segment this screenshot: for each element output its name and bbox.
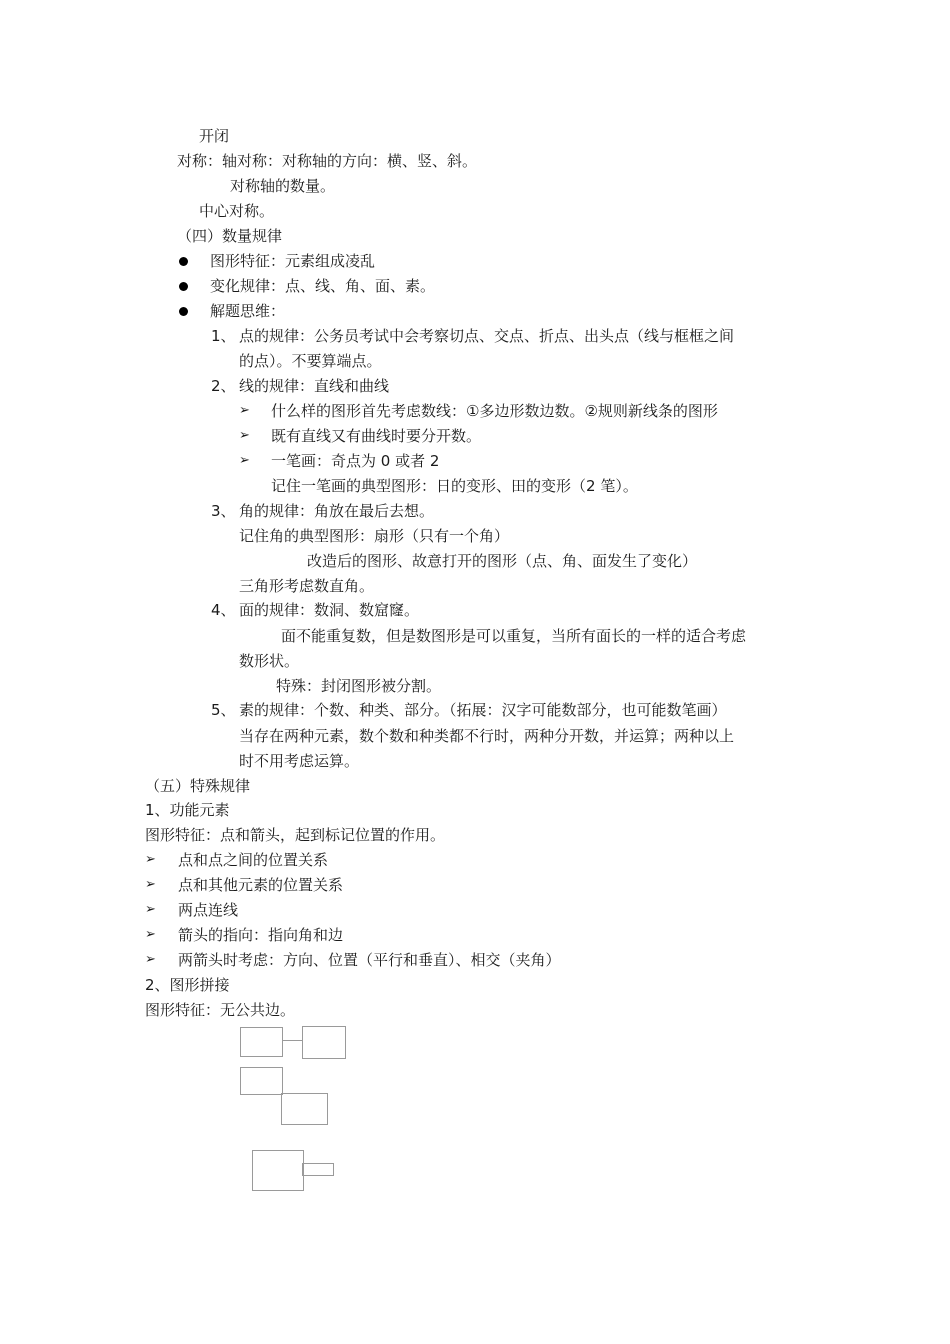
arrow-bullet-icon: ➢ bbox=[239, 403, 250, 418]
arrow-bullet-icon: ➢ bbox=[145, 852, 156, 867]
diagram-box bbox=[302, 1163, 334, 1176]
text-line: 线的规律：直线和曲线 bbox=[239, 377, 390, 395]
text-line: 图形特征：元素组成凌乱 bbox=[210, 252, 376, 270]
section-heading: （五）特殊规律 bbox=[145, 777, 251, 795]
arrow-bullet-icon: ➢ bbox=[145, 877, 156, 892]
text-line: 图形特征：无公共边。 bbox=[145, 1001, 296, 1019]
diagram-box bbox=[240, 1067, 283, 1095]
bullet-icon bbox=[179, 257, 188, 266]
text-line: 角的规律：角放在最后去想。 bbox=[239, 502, 435, 520]
text-line: 对称轴的数量。 bbox=[230, 177, 336, 195]
text-line: 记住一笔画的典型图形：日的变形、田的变形（2 笔）。 bbox=[271, 477, 638, 495]
text-line: 特殊：封闭图形被分割。 bbox=[276, 677, 442, 695]
subsection-heading: 2、图形拼接 bbox=[145, 976, 230, 994]
text-line: 面不能重复数，但是数图形是可以重复，当所有面长的一样的适合考虑 bbox=[281, 627, 747, 645]
bullet-icon bbox=[179, 282, 188, 291]
list-number: 3、 bbox=[211, 502, 236, 520]
diagram-connector bbox=[282, 1040, 302, 1041]
text-line: 时不用考虑运算。 bbox=[239, 752, 360, 770]
arrow-bullet-icon: ➢ bbox=[145, 902, 156, 917]
text-line: 一笔画：奇点为 0 或者 2 bbox=[271, 452, 440, 470]
text-line: 面的规律：数洞、数窟窿。 bbox=[239, 601, 420, 619]
list-number: 1、 bbox=[211, 327, 236, 345]
arrow-bullet-icon: ➢ bbox=[145, 952, 156, 967]
text-line: 两箭头时考虑：方向、位置（平行和垂直）、相交（夹角） bbox=[178, 951, 561, 969]
arrow-bullet-icon: ➢ bbox=[145, 927, 156, 942]
text-line: 开闭 bbox=[199, 127, 230, 145]
text-line: 箭头的指向：指向角和边 bbox=[178, 926, 344, 944]
bullet-icon bbox=[179, 307, 188, 316]
text-line: 点和点之间的位置关系 bbox=[178, 851, 329, 869]
text-line: 对称：轴对称：对称轴的方向：横、竖、斜。 bbox=[177, 152, 478, 170]
text-line: 两点连线 bbox=[178, 901, 239, 919]
diagram-box bbox=[281, 1093, 328, 1125]
subsection-heading: 1、功能元素 bbox=[145, 801, 230, 819]
text-line: 当存在两种元素，数个数和种类都不行时，两种分开数，并运算；两种以上 bbox=[239, 727, 735, 745]
text-line: 改造后的图形、故意打开的图形（点、角、面发生了变化） bbox=[307, 552, 698, 570]
diagram-box bbox=[240, 1027, 283, 1057]
diagram-box bbox=[302, 1026, 346, 1059]
list-number: 5、 bbox=[211, 701, 236, 719]
text-line: 素的规律：个数、种类、部分。（拓展：汉字可能数部分，也可能数笔画） bbox=[239, 701, 727, 719]
text-line: 解题思维： bbox=[210, 302, 286, 320]
list-number: 2、 bbox=[211, 377, 236, 395]
text-line: 什么样的图形首先考虑数线：①多边形数边数。②规则新线条的图形 bbox=[271, 402, 718, 420]
text-line: 三角形考虑数直角。 bbox=[239, 577, 375, 595]
diagram-box bbox=[252, 1150, 304, 1191]
section-heading: （四）数量规律 bbox=[177, 227, 283, 245]
text-line: 既有直线又有曲线时要分开数。 bbox=[271, 427, 482, 445]
text-line: 点的规律：公务员考试中会考察切点、交点、折点、出头点（线与框框之间 bbox=[239, 327, 735, 345]
text-line: 的点）。不要算端点。 bbox=[239, 352, 382, 370]
text-line: 数形状。 bbox=[239, 652, 300, 670]
arrow-bullet-icon: ➢ bbox=[239, 453, 250, 468]
text-line: 记住角的典型图形：扇形（只有一个角） bbox=[239, 527, 510, 545]
arrow-bullet-icon: ➢ bbox=[239, 428, 250, 443]
text-line: 点和其他元素的位置关系 bbox=[178, 876, 344, 894]
text-line: 图形特征：点和箭头，起到标记位置的作用。 bbox=[145, 826, 446, 844]
list-number: 4、 bbox=[211, 601, 236, 619]
text-line: 中心对称。 bbox=[199, 202, 275, 220]
text-line: 变化规律：点、线、角、面、素。 bbox=[210, 277, 436, 295]
